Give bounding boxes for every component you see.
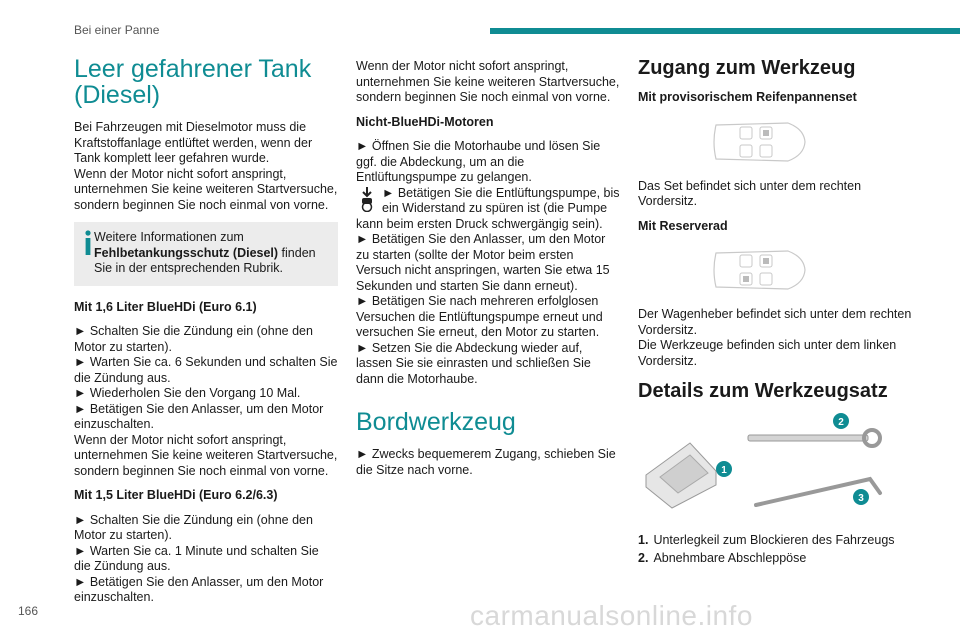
title-tool-access: Zugang zum Werkzeug xyxy=(638,57,856,79)
svg-text:2: 2 xyxy=(838,417,844,428)
page-number: 166 xyxy=(18,604,39,618)
pump-icon xyxy=(356,186,378,212)
step-2-1: ► Schalten Sie die Zündung ein (ohne den Motor zu starten). xyxy=(74,512,313,542)
info-box xyxy=(74,222,338,286)
kit-location: Das Set befindet sich unter dem rechten Vordersitz. xyxy=(638,178,862,208)
info-icon xyxy=(83,230,93,256)
watermark: carmanualsonline.info xyxy=(470,600,753,631)
callout-3 xyxy=(853,489,869,505)
car-seat-diagram-1 xyxy=(708,115,808,169)
step-start: ► Betätigen Sie den Anlasser, um den Motor zu starten (sollte der Motor beim ersten Versuch nicht anspringen, warten Sie etwa 15 Sekunden und starten Sie dann erneut). xyxy=(356,232,610,293)
subheading-euro61: Mit 1,6 Liter BlueHDi (Euro 6.1) xyxy=(74,299,257,314)
subheading-euro62: Mit 1,5 Liter BlueHDi (Euro 6.2/6.3) xyxy=(74,488,278,502)
step-2-3: ► Betätigen Sie den Anlasser, um den Motor einzuschalten. xyxy=(74,574,324,604)
svg-text:1: 1 xyxy=(721,465,727,476)
intro-text-2: Wenn der Motor nicht sofort anspringt, unternehmen Sie keine weiteren Startversuche, sondern beginnen Sie noch einmal von vorne. xyxy=(74,166,338,212)
section-header: Bei einer Panne xyxy=(74,23,160,37)
list-item: 1. Unterlegkeil zum Blockieren des Fahrzeugs xyxy=(638,533,895,547)
tool-kit-illustration xyxy=(638,413,888,513)
column-right xyxy=(638,56,913,568)
callout-1 xyxy=(716,461,732,477)
step-1-3: ► Wiederholen Sie den Vorgang 10 Mal. xyxy=(74,386,301,400)
step-open-hood: ► Öffnen Sie die Motorhaube und lösen Sie ggf. die Abdeckung, um an die Entlüftungspumpe zu gelangen. xyxy=(356,139,601,184)
intro-text: Bei Fahrzeugen mit Dieselmotor muss die Kraftstoffanlage entlüftet werden, wenn der Tank komplett leer gefahren wurde. xyxy=(74,120,313,165)
title-tool-kit-details: Details zum Werkzeugsatz xyxy=(638,380,888,402)
step-retry: ► Betätigen Sie nach mehreren erfolglosen Versuchen die Entlüftungspumpe erneut und versuchen Sie erneut, den Motor zu starten. xyxy=(356,294,603,339)
title-empty-tank: Leer gefahrener Tank (Diesel) xyxy=(74,55,312,109)
wheel-chock-image xyxy=(646,443,716,508)
subheading-spare-wheel: Mit Reserverad xyxy=(638,218,728,233)
column-middle xyxy=(356,59,620,487)
header-accent-bar xyxy=(490,28,960,34)
car-seat-diagram-2 xyxy=(708,243,808,297)
towing-eye-image xyxy=(748,430,880,446)
pump-step: ► Betätigen Sie die Entlüftungspumpe, bis ein Widerstand zu spüren ist (die Pumpe kann beim ersten Druck schwergängig sein). xyxy=(356,185,620,231)
subheading-non-bluehdi: Nicht-BlueHDi-Motoren xyxy=(356,114,494,129)
jack-location: Der Wagenheber befindet sich unter dem rechten Vordersitz. xyxy=(638,307,912,337)
step-cover: ► Setzen Sie die Abdeckung wieder auf, lassen Sie sie einrasten und schließen Sie dann die Motorhaube. xyxy=(356,340,591,386)
column-left xyxy=(74,56,338,606)
step-1-4: ► Betätigen Sie den Anlasser, um den Motor einzuschalten. xyxy=(74,401,324,431)
tool-list xyxy=(638,533,913,566)
step-1-2: ► Warten Sie ca. 6 Sekunden und schalten Sie die Zündung aus. xyxy=(74,355,338,385)
restart-note: Wenn der Motor nicht sofort anspringt, unternehmen Sie keine weiteren Startversuche, sondern beginnen Sie noch einmal von vorne. xyxy=(356,59,620,104)
list-item: 2. Abnehmbare Abschleppöse xyxy=(638,550,807,565)
step-2-2: ► Warten Sie ca. 1 Minute und schalten Sie die Zündung aus. xyxy=(74,543,319,573)
step-1-5: Wenn der Motor nicht sofort anspringt, unternehmen Sie keine weiteren Startversuche, sondern beginnen Sie noch einmal von vorne. xyxy=(74,432,338,478)
tools-location: Die Werkzeuge befinden sich unter dem linken Vordersitz. xyxy=(638,338,897,368)
info-text: Weitere Informationen zum Fehlbetankungsschutz (Diesel) finden Sie in der entsprechenden Rubrik. xyxy=(94,230,316,275)
callout-2 xyxy=(833,413,849,429)
step-seats: ► Zwecks bequemerem Zugang, schieben Sie die Sitze nach vorne. xyxy=(356,447,616,477)
title-bordwerkzeug: Bordwerkzeug xyxy=(356,408,516,436)
step-1-1: ► Schalten Sie die Zündung ein (ohne den Motor zu starten). xyxy=(74,324,313,354)
subheading-repair-kit: Mit provisorischem Reifenpannenset xyxy=(638,90,857,104)
svg-text:3: 3 xyxy=(858,493,864,504)
